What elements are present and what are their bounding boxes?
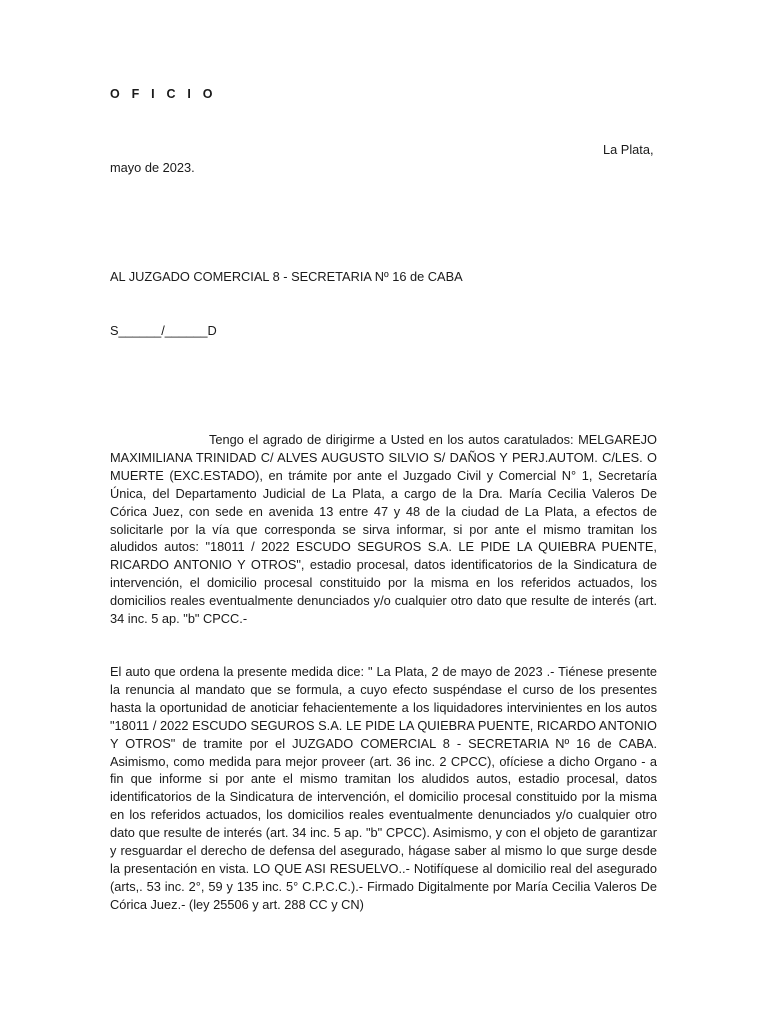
place-text: La Plata,	[603, 142, 654, 157]
salutation-sd: S______/______D	[110, 323, 217, 338]
body-paragraph-1: Tengo el agrado de dirigirme a Usted en los autos caratulados: MELGAREJO MAXIMILIANA TRINIDAD C/ ALVES AUGUSTO SILVIO S/ DAÑOS Y PERJ.AUTOM. C/LES. O MUERTE (EXC.ESTADO), en trámite por ante el Juzgado Civil y Comercial N° 1, Secretaría Única, del Departamento Judicial de La Plata, a cargo de la Dra. María Cecilia Valeros De Córica Juez, con sede en avenida 13 entre 47 y 48 de la ciudad de La Plata, a efectos de solicitarle por la vía que corresponda se sirva informar, si por ante el mismo tramitan los aludidos autos: "18011 / 2022 ESCUDO SEGUROS S.A. LE PIDE LA QUIEBRA PUENTE, RICARDO ANTONIO Y OTROS", estadio procesal, datos identificatorios de la Sindicatura de intervención, el domicilio procesal constituido por la misma en los referidos actuados, los domicilios reales eventualmente denunciados y/o cualquier otro dato que resulte de interés (art. 34 inc. 5 ap. "b" CPCC.-	[110, 432, 657, 627]
document-heading: O F I C I O	[110, 87, 217, 101]
recipient-line: AL JUZGADO COMERCIAL 8 - SECRETARIA Nº 16 de CABA	[110, 269, 463, 284]
body-paragraph-2: El auto que ordena la presente medida dice: " La Plata, 2 de mayo de 2023 .- Tiénese presente la renuncia al mandato que se formula, a cuyo efecto suspéndase el curso de los presentes hasta la oportunidad de anoticiar fehacientemente a los liquidadores intervinientes en los autos "18011 / 2022 ESCUDO SEGUROS S.A. LE PIDE LA QUIEBRA PUENTE, RICARDO ANTONIO Y OTROS" de tramite por el JUZGADO COMERCIAL 8 - SECRETARIA Nº 16 de CABA. Asimismo, como medida para mejor proveer (art. 36 inc. 2 CPCC), ofíciese a dicho Organo - a fin que informe si por ante el mismo tramitan los aludidos autos, estadio procesal, datos identificatorios de la Sindicatura de intervención, el domicilio procesal constituido por la misma en los referidos actuados, los domicilios reales eventualmente denunciados y/o cualquier otro dato que resulte de interés (art. 34 inc. 5 ap. "b" CPCC). Asimismo, y con el objeto de garantizar y resguardar el derecho de defensa del asegurado, hágase saber al mismo lo que surge desde la presentación en vista. LO QUE ASI RESUELVO..- Notifíquese al domicilio real del asegurado (arts,. 53 inc. 2°, 59 y 135 inc. 5° C.P.C.C.).- Firmado Digitalmente por María Cecilia Valeros De Córica Juez.- (ley 25506 y art. 288 CC y CN)	[110, 664, 657, 912]
date-text: mayo de 2023.	[110, 160, 195, 175]
